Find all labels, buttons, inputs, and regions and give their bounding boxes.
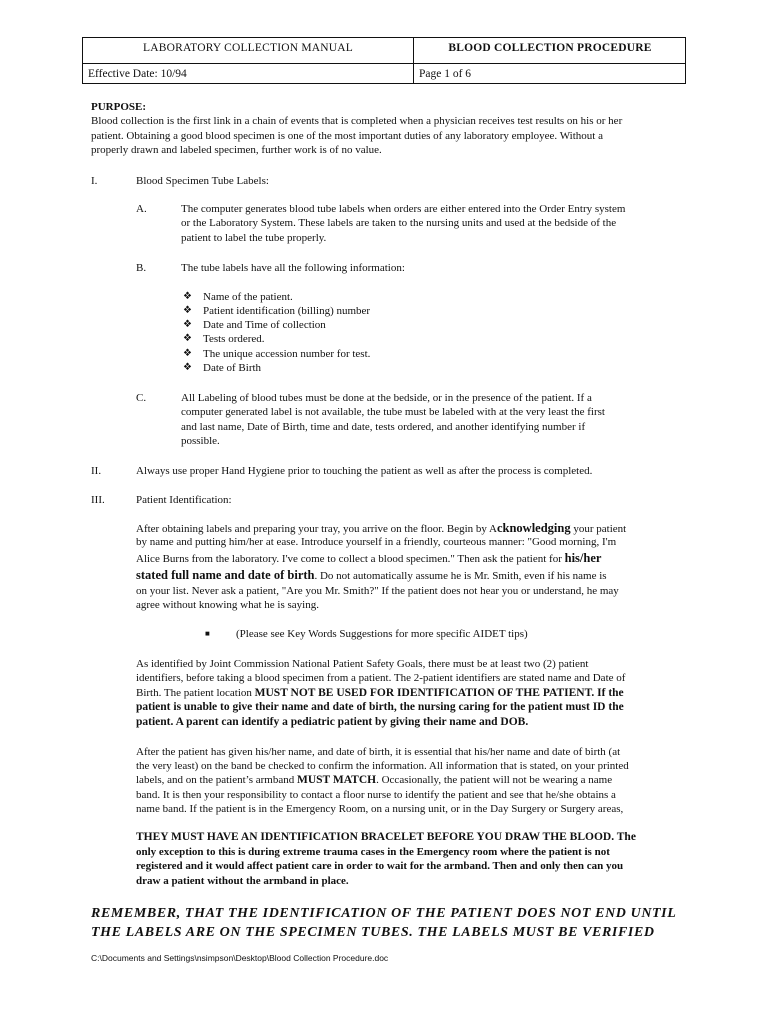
paragraph-line: After the patient has given his/her name, and date of birth, it is essential that his/her name and date of birth (at: [136, 746, 621, 758]
remember-line: REMEMBER, THAT THE IDENTIFICATION OF THE PATIENT DOES NOT END UNTIL: [91, 906, 677, 921]
section-title: Blood Specimen Tube Labels:: [136, 175, 269, 187]
footer-file-path: C:\Documents and Settings\nsimpson\Desktop\Blood Collection Procedure.doc: [91, 953, 389, 963]
paragraph-line: registered and it would affect patient care in order to wait for the armband. Then and only then can you: [136, 860, 624, 872]
item-letter: B.: [136, 262, 147, 274]
purpose-line: properly drawn and labeled specimen, further work is of no value.: [91, 144, 382, 156]
paragraph-line: identifiers, before taking a blood specimen from a patient. The 2-patient identifiers are stated name and Date of: [136, 672, 626, 684]
paragraph-line: All Labeling of blood tubes must be done at the bedside, or in the presence of the patient. If a: [181, 392, 592, 404]
emphasis: stated full name and date of birth: [136, 568, 315, 582]
paragraph-line: draw a patient without the armband in place.: [136, 875, 349, 887]
list-item: Patient identification (billing) number: [203, 305, 371, 317]
paragraph-line: Alice Burns from the laboratory. I've come to collect a blood specimen." Then ask the patient for his/her: [136, 551, 602, 565]
diamond-bullet-icon: ❖: [183, 362, 192, 373]
procedure-title: BLOOD COLLECTION PROCEDURE: [448, 42, 652, 54]
paragraph-line: by name and putting him/her at ease. Introduce yourself in a friendly, courteous manner: "Good morning, I'm: [136, 536, 617, 548]
paragraph-line: only exception to this is during extreme trauma cases in the Emergency room where the patient is not: [136, 846, 610, 858]
paragraph-line: The computer generates blood tube labels when orders are either entered into the Order Entry system: [181, 203, 626, 215]
paragraph-line: name band. If the patient is in the Emergency Room, on a nursing unit, or in the Day Surgery or Surgery areas,: [136, 803, 624, 815]
emphasis: cknowledging: [496, 521, 571, 535]
header-divider: [83, 63, 685, 64]
effective-date: Effective Date: 10/94: [88, 68, 187, 80]
section-numeral: II.: [91, 465, 102, 477]
header-table: [82, 37, 686, 84]
page-number: Page 1 of 6: [419, 68, 472, 80]
paragraph-line: Birth. The patient location MUST NOT BE USED FOR IDENTIFICATION OF THE PATIENT. If the: [136, 687, 624, 699]
list-item: Date of Birth: [203, 362, 262, 374]
paragraph-line: patient to label the tube properly.: [181, 232, 327, 244]
diamond-bullet-icon: ❖: [183, 333, 192, 344]
paragraph-line: agree without knowing what he is saying.: [136, 599, 319, 611]
emphasis: his/her: [564, 551, 602, 565]
diamond-bullet-icon: ❖: [183, 348, 192, 359]
item-letter: A.: [136, 203, 147, 215]
list-item: The unique accession number for test.: [203, 348, 371, 360]
paragraph-line: stated full name and date of birth. Do not automatically assume he is Mr. Smith, even if his name is: [136, 568, 607, 582]
remember-line: THE LABELS ARE ON THE SPECIMEN TUBES. THE LABELS MUST BE VERIFIED: [91, 925, 655, 940]
paragraph-line: As identified by Joint Commission National Patient Safety Goals, there must be at least two (2) patient: [136, 658, 589, 670]
paragraph-line: computer generated label is not available, the tube must be labeled with at the very least the first: [181, 406, 605, 418]
paragraph-line: possible.: [181, 435, 220, 447]
paragraph-line: After obtaining labels and preparing your tray, you arrive on the floor. Begin by Acknowledging your patient: [136, 521, 627, 535]
paragraph-line: THEY MUST HAVE AN IDENTIFICATION BRACELET BEFORE YOU DRAW THE BLOOD. The: [136, 831, 636, 843]
purpose-heading: PURPOSE:: [91, 101, 146, 113]
list-item: Tests ordered.: [203, 333, 265, 345]
section-title: Patient Identification:: [136, 494, 232, 506]
purpose-line: Blood collection is the first link in a chain of events that is completed when a physician receives test results on his or her: [91, 115, 623, 127]
paragraph-line: and last name, Date of Birth, time and date, tests ordered, and another identifying number if: [181, 421, 586, 433]
diamond-bullet-icon: ❖: [183, 291, 192, 302]
note-text: (Please see Key Words Suggestions for more specific AIDET tips): [236, 628, 528, 640]
paragraph-line: patient is unable to give their name and date of birth, the nursing caring for the patient must ID the: [136, 701, 624, 713]
item-letter: C.: [136, 392, 147, 404]
diamond-bullet-icon: ❖: [183, 305, 192, 316]
emphasis: MUST MATCH: [296, 774, 377, 786]
list-item: Date and Time of collection: [203, 319, 326, 331]
paragraph-line: on your list. Never ask a patient, "Are you Mr. Smith?" If the patient does not hear you or understand, he may: [136, 585, 619, 597]
paragraph-line: labels, and on the patient’s armband MUST MATCH. Occasionally, the patient will not be wearing a name: [136, 774, 613, 786]
section-numeral: III.: [91, 494, 105, 506]
square-bullet-icon: ■: [205, 629, 210, 638]
paragraph-line: or the Laboratory System. These labels are taken to the nursing units and used at the bedside of the: [181, 217, 617, 229]
paragraph-line: patient. A parent can identify a pediatric patient by giving their name and DOB.: [136, 716, 529, 728]
section-text: Always use proper Hand Hygiene prior to touching the patient as well as after the process is completed.: [136, 465, 593, 477]
paragraph-line: band. It is then your responsibility to contact a floor nurse to identify the patient and see that he/she obtains a: [136, 789, 616, 801]
paragraph-line: the very least) on the band be checked to confirm the information. All information that is stated, on your printed: [136, 760, 629, 772]
manual-title: LABORATORY COLLECTION MANUAL: [142, 42, 354, 54]
purpose-line: patient. Obtaining a good blood specimen is one of the most important duties of any laboratory employee. Without a: [91, 130, 603, 142]
list-item: Name of the patient.: [203, 291, 293, 303]
paragraph-line: The tube labels have all the following information:: [181, 262, 405, 274]
diamond-bullet-icon: ❖: [183, 319, 192, 330]
section-numeral: I.: [91, 175, 98, 187]
emphasis: MUST NOT BE USED FOR IDENTIFICATION OF THE PATIENT. If the: [254, 687, 624, 699]
header-divider: [413, 38, 414, 83]
